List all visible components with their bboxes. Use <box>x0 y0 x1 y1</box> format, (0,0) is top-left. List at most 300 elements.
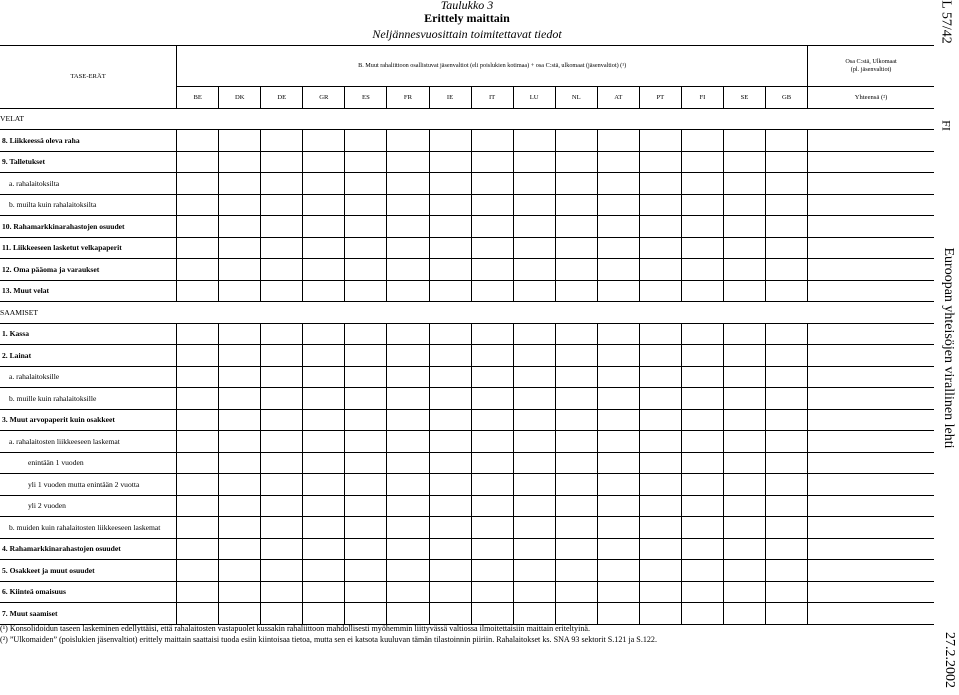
data-cell[interactable] <box>429 259 471 281</box>
data-cell[interactable] <box>177 237 219 259</box>
data-cell[interactable] <box>555 366 597 388</box>
data-cell[interactable] <box>681 474 723 496</box>
data-cell[interactable] <box>387 474 429 496</box>
data-cell[interactable] <box>471 560 513 582</box>
data-cell[interactable] <box>766 366 808 388</box>
data-cell[interactable] <box>723 431 765 453</box>
data-cell[interactable] <box>766 581 808 603</box>
data-cell[interactable] <box>766 388 808 410</box>
data-cell[interactable] <box>766 560 808 582</box>
data-cell[interactable] <box>639 345 681 367</box>
data-cell[interactable] <box>808 452 934 474</box>
data-cell[interactable] <box>387 151 429 173</box>
data-cell[interactable] <box>513 603 555 625</box>
data-cell[interactable] <box>345 388 387 410</box>
data-cell[interactable] <box>303 560 345 582</box>
data-cell[interactable] <box>808 151 934 173</box>
data-cell[interactable] <box>555 151 597 173</box>
data-cell[interactable] <box>808 517 934 539</box>
data-cell[interactable] <box>345 259 387 281</box>
data-cell[interactable] <box>639 409 681 431</box>
data-cell[interactable] <box>681 280 723 302</box>
data-cell[interactable] <box>303 603 345 625</box>
data-cell[interactable] <box>303 237 345 259</box>
data-cell[interactable] <box>303 495 345 517</box>
data-cell[interactable] <box>555 216 597 238</box>
data-cell[interactable] <box>681 495 723 517</box>
data-cell[interactable] <box>261 538 303 560</box>
data-cell[interactable] <box>219 538 261 560</box>
data-cell[interactable] <box>597 538 639 560</box>
data-cell[interactable] <box>177 173 219 195</box>
data-cell[interactable] <box>177 517 219 539</box>
data-cell[interactable] <box>639 366 681 388</box>
data-cell[interactable] <box>471 194 513 216</box>
data-cell[interactable] <box>513 517 555 539</box>
data-cell[interactable] <box>723 345 765 367</box>
data-cell[interactable] <box>639 216 681 238</box>
data-cell[interactable] <box>429 151 471 173</box>
data-cell[interactable] <box>513 495 555 517</box>
data-cell[interactable] <box>555 194 597 216</box>
data-cell[interactable] <box>723 560 765 582</box>
data-cell[interactable] <box>177 431 219 453</box>
data-cell[interactable] <box>597 495 639 517</box>
data-cell[interactable] <box>261 259 303 281</box>
data-cell[interactable] <box>808 345 934 367</box>
data-cell[interactable] <box>513 345 555 367</box>
data-cell[interactable] <box>261 216 303 238</box>
data-cell[interactable] <box>766 130 808 152</box>
data-cell[interactable] <box>766 151 808 173</box>
data-cell[interactable] <box>555 409 597 431</box>
data-cell[interactable] <box>639 538 681 560</box>
data-cell[interactable] <box>387 495 429 517</box>
data-cell[interactable] <box>555 603 597 625</box>
data-cell[interactable] <box>219 194 261 216</box>
data-cell[interactable] <box>429 216 471 238</box>
data-cell[interactable] <box>387 280 429 302</box>
data-cell[interactable] <box>471 603 513 625</box>
data-cell[interactable] <box>429 130 471 152</box>
data-cell[interactable] <box>429 366 471 388</box>
data-cell[interactable] <box>808 237 934 259</box>
data-cell[interactable] <box>513 452 555 474</box>
data-cell[interactable] <box>681 388 723 410</box>
data-cell[interactable] <box>219 517 261 539</box>
data-cell[interactable] <box>681 517 723 539</box>
data-cell[interactable] <box>345 495 387 517</box>
data-cell[interactable] <box>808 259 934 281</box>
data-cell[interactable] <box>639 603 681 625</box>
data-cell[interactable] <box>429 173 471 195</box>
data-cell[interactable] <box>345 431 387 453</box>
data-cell[interactable] <box>261 495 303 517</box>
data-cell[interactable] <box>808 280 934 302</box>
data-cell[interactable] <box>723 366 765 388</box>
data-cell[interactable] <box>597 388 639 410</box>
data-cell[interactable] <box>555 130 597 152</box>
data-cell[interactable] <box>555 560 597 582</box>
data-cell[interactable] <box>429 474 471 496</box>
data-cell[interactable] <box>808 366 934 388</box>
data-cell[interactable] <box>597 431 639 453</box>
data-cell[interactable] <box>303 474 345 496</box>
data-cell[interactable] <box>723 517 765 539</box>
data-cell[interactable] <box>513 581 555 603</box>
data-cell[interactable] <box>808 603 934 625</box>
data-cell[interactable] <box>639 237 681 259</box>
data-cell[interactable] <box>808 130 934 152</box>
data-cell[interactable] <box>723 173 765 195</box>
data-cell[interactable] <box>555 581 597 603</box>
data-cell[interactable] <box>345 409 387 431</box>
data-cell[interactable] <box>681 173 723 195</box>
data-cell[interactable] <box>345 581 387 603</box>
data-cell[interactable] <box>471 280 513 302</box>
data-cell[interactable] <box>303 366 345 388</box>
data-cell[interactable] <box>681 366 723 388</box>
data-cell[interactable] <box>177 130 219 152</box>
data-cell[interactable] <box>219 474 261 496</box>
data-cell[interactable] <box>723 151 765 173</box>
data-cell[interactable] <box>219 259 261 281</box>
data-cell[interactable] <box>261 474 303 496</box>
data-cell[interactable] <box>429 431 471 453</box>
data-cell[interactable] <box>555 431 597 453</box>
data-cell[interactable] <box>681 431 723 453</box>
data-cell[interactable] <box>261 581 303 603</box>
data-cell[interactable] <box>177 194 219 216</box>
data-cell[interactable] <box>387 216 429 238</box>
data-cell[interactable] <box>303 345 345 367</box>
data-cell[interactable] <box>597 194 639 216</box>
data-cell[interactable] <box>219 431 261 453</box>
data-cell[interactable] <box>766 216 808 238</box>
data-cell[interactable] <box>513 474 555 496</box>
data-cell[interactable] <box>513 259 555 281</box>
data-cell[interactable] <box>555 259 597 281</box>
data-cell[interactable] <box>723 409 765 431</box>
data-cell[interactable] <box>303 151 345 173</box>
data-cell[interactable] <box>639 280 681 302</box>
data-cell[interactable] <box>808 173 934 195</box>
data-cell[interactable] <box>639 581 681 603</box>
data-cell[interactable] <box>261 194 303 216</box>
data-cell[interactable] <box>766 538 808 560</box>
data-cell[interactable] <box>177 345 219 367</box>
data-cell[interactable] <box>303 431 345 453</box>
data-cell[interactable] <box>766 323 808 345</box>
data-cell[interactable] <box>387 603 429 625</box>
data-cell[interactable] <box>219 280 261 302</box>
data-cell[interactable] <box>513 173 555 195</box>
data-cell[interactable] <box>345 216 387 238</box>
data-cell[interactable] <box>723 603 765 625</box>
data-cell[interactable] <box>766 431 808 453</box>
data-cell[interactable] <box>387 538 429 560</box>
data-cell[interactable] <box>303 517 345 539</box>
data-cell[interactable] <box>429 409 471 431</box>
data-cell[interactable] <box>808 409 934 431</box>
data-cell[interactable] <box>639 431 681 453</box>
data-cell[interactable] <box>387 452 429 474</box>
data-cell[interactable] <box>345 517 387 539</box>
data-cell[interactable] <box>429 388 471 410</box>
data-cell[interactable] <box>177 581 219 603</box>
data-cell[interactable] <box>555 517 597 539</box>
data-cell[interactable] <box>766 173 808 195</box>
data-cell[interactable] <box>723 495 765 517</box>
data-cell[interactable] <box>597 259 639 281</box>
data-cell[interactable] <box>471 388 513 410</box>
data-cell[interactable] <box>345 151 387 173</box>
data-cell[interactable] <box>639 388 681 410</box>
data-cell[interactable] <box>219 216 261 238</box>
data-cell[interactable] <box>387 560 429 582</box>
data-cell[interactable] <box>555 345 597 367</box>
data-cell[interactable] <box>345 280 387 302</box>
data-cell[interactable] <box>555 237 597 259</box>
data-cell[interactable] <box>177 495 219 517</box>
data-cell[interactable] <box>303 173 345 195</box>
data-cell[interactable] <box>429 517 471 539</box>
data-cell[interactable] <box>639 173 681 195</box>
data-cell[interactable] <box>723 388 765 410</box>
data-cell[interactable] <box>219 560 261 582</box>
data-cell[interactable] <box>808 216 934 238</box>
data-cell[interactable] <box>345 130 387 152</box>
data-cell[interactable] <box>639 323 681 345</box>
data-cell[interactable] <box>303 388 345 410</box>
data-cell[interactable] <box>261 431 303 453</box>
data-cell[interactable] <box>597 517 639 539</box>
data-cell[interactable] <box>639 474 681 496</box>
data-cell[interactable] <box>345 452 387 474</box>
data-cell[interactable] <box>303 194 345 216</box>
data-cell[interactable] <box>681 538 723 560</box>
data-cell[interactable] <box>177 323 219 345</box>
data-cell[interactable] <box>513 409 555 431</box>
data-cell[interactable] <box>808 323 934 345</box>
data-cell[interactable] <box>345 474 387 496</box>
data-cell[interactable] <box>219 452 261 474</box>
data-cell[interactable] <box>429 603 471 625</box>
data-cell[interactable] <box>681 345 723 367</box>
data-cell[interactable] <box>597 323 639 345</box>
data-cell[interactable] <box>681 452 723 474</box>
data-cell[interactable] <box>303 259 345 281</box>
data-cell[interactable] <box>639 151 681 173</box>
data-cell[interactable] <box>766 194 808 216</box>
data-cell[interactable] <box>597 173 639 195</box>
data-cell[interactable] <box>681 151 723 173</box>
data-cell[interactable] <box>219 581 261 603</box>
data-cell[interactable] <box>177 280 219 302</box>
data-cell[interactable] <box>597 366 639 388</box>
data-cell[interactable] <box>219 603 261 625</box>
data-cell[interactable] <box>723 323 765 345</box>
data-cell[interactable] <box>177 366 219 388</box>
data-cell[interactable] <box>345 366 387 388</box>
data-cell[interactable] <box>261 237 303 259</box>
data-cell[interactable] <box>429 237 471 259</box>
data-cell[interactable] <box>261 173 303 195</box>
data-cell[interactable] <box>555 474 597 496</box>
data-cell[interactable] <box>555 452 597 474</box>
data-cell[interactable] <box>681 409 723 431</box>
data-cell[interactable] <box>177 560 219 582</box>
data-cell[interactable] <box>471 517 513 539</box>
data-cell[interactable] <box>471 216 513 238</box>
data-cell[interactable] <box>219 409 261 431</box>
data-cell[interactable] <box>597 216 639 238</box>
data-cell[interactable] <box>219 237 261 259</box>
data-cell[interactable] <box>429 538 471 560</box>
data-cell[interactable] <box>766 495 808 517</box>
data-cell[interactable] <box>808 194 934 216</box>
data-cell[interactable] <box>387 581 429 603</box>
data-cell[interactable] <box>177 409 219 431</box>
data-cell[interactable] <box>471 345 513 367</box>
data-cell[interactable] <box>513 323 555 345</box>
data-cell[interactable] <box>471 259 513 281</box>
data-cell[interactable] <box>261 366 303 388</box>
data-cell[interactable] <box>219 173 261 195</box>
data-cell[interactable] <box>555 538 597 560</box>
data-cell[interactable] <box>429 194 471 216</box>
data-cell[interactable] <box>471 409 513 431</box>
data-cell[interactable] <box>429 280 471 302</box>
data-cell[interactable] <box>345 194 387 216</box>
data-cell[interactable] <box>429 581 471 603</box>
data-cell[interactable] <box>345 560 387 582</box>
data-cell[interactable] <box>261 151 303 173</box>
data-cell[interactable] <box>177 216 219 238</box>
data-cell[interactable] <box>597 130 639 152</box>
data-cell[interactable] <box>261 323 303 345</box>
data-cell[interactable] <box>766 409 808 431</box>
data-cell[interactable] <box>681 323 723 345</box>
data-cell[interactable] <box>261 603 303 625</box>
data-cell[interactable] <box>303 581 345 603</box>
data-cell[interactable] <box>808 388 934 410</box>
data-cell[interactable] <box>597 581 639 603</box>
data-cell[interactable] <box>471 452 513 474</box>
data-cell[interactable] <box>723 237 765 259</box>
data-cell[interactable] <box>387 130 429 152</box>
data-cell[interactable] <box>177 474 219 496</box>
data-cell[interactable] <box>555 388 597 410</box>
data-cell[interactable] <box>303 130 345 152</box>
data-cell[interactable] <box>261 560 303 582</box>
data-cell[interactable] <box>681 581 723 603</box>
data-cell[interactable] <box>471 130 513 152</box>
data-cell[interactable] <box>387 517 429 539</box>
data-cell[interactable] <box>766 345 808 367</box>
data-cell[interactable] <box>766 237 808 259</box>
data-cell[interactable] <box>766 259 808 281</box>
data-cell[interactable] <box>597 237 639 259</box>
data-cell[interactable] <box>471 173 513 195</box>
data-cell[interactable] <box>303 216 345 238</box>
data-cell[interactable] <box>429 323 471 345</box>
data-cell[interactable] <box>555 495 597 517</box>
data-cell[interactable] <box>219 323 261 345</box>
data-cell[interactable] <box>261 452 303 474</box>
data-cell[interactable] <box>471 366 513 388</box>
data-cell[interactable] <box>177 538 219 560</box>
data-cell[interactable] <box>387 259 429 281</box>
data-cell[interactable] <box>681 259 723 281</box>
data-cell[interactable] <box>513 280 555 302</box>
data-cell[interactable] <box>681 560 723 582</box>
data-cell[interactable] <box>219 388 261 410</box>
data-cell[interactable] <box>555 323 597 345</box>
data-cell[interactable] <box>303 280 345 302</box>
data-cell[interactable] <box>303 409 345 431</box>
data-cell[interactable] <box>345 323 387 345</box>
data-cell[interactable] <box>681 130 723 152</box>
data-cell[interactable] <box>555 173 597 195</box>
data-cell[interactable] <box>219 345 261 367</box>
data-cell[interactable] <box>429 452 471 474</box>
data-cell[interactable] <box>261 517 303 539</box>
data-cell[interactable] <box>513 130 555 152</box>
data-cell[interactable] <box>808 495 934 517</box>
data-cell[interactable] <box>471 581 513 603</box>
data-cell[interactable] <box>808 560 934 582</box>
data-cell[interactable] <box>387 237 429 259</box>
data-cell[interactable] <box>723 452 765 474</box>
data-cell[interactable] <box>429 345 471 367</box>
data-cell[interactable] <box>261 388 303 410</box>
data-cell[interactable] <box>639 517 681 539</box>
data-cell[interactable] <box>681 216 723 238</box>
data-cell[interactable] <box>723 474 765 496</box>
data-cell[interactable] <box>471 538 513 560</box>
data-cell[interactable] <box>303 538 345 560</box>
data-cell[interactable] <box>513 538 555 560</box>
data-cell[interactable] <box>597 280 639 302</box>
data-cell[interactable] <box>387 173 429 195</box>
data-cell[interactable] <box>177 151 219 173</box>
data-cell[interactable] <box>766 603 808 625</box>
data-cell[interactable] <box>345 538 387 560</box>
data-cell[interactable] <box>513 431 555 453</box>
data-cell[interactable] <box>471 151 513 173</box>
data-cell[interactable] <box>597 151 639 173</box>
data-cell[interactable] <box>723 259 765 281</box>
data-cell[interactable] <box>723 130 765 152</box>
data-cell[interactable] <box>345 345 387 367</box>
data-cell[interactable] <box>597 345 639 367</box>
data-cell[interactable] <box>387 194 429 216</box>
data-cell[interactable] <box>766 517 808 539</box>
data-cell[interactable] <box>597 452 639 474</box>
data-cell[interactable] <box>429 560 471 582</box>
data-cell[interactable] <box>597 474 639 496</box>
data-cell[interactable] <box>219 366 261 388</box>
data-cell[interactable] <box>387 431 429 453</box>
data-cell[interactable] <box>387 409 429 431</box>
data-cell[interactable] <box>219 130 261 152</box>
data-cell[interactable] <box>513 194 555 216</box>
data-cell[interactable] <box>639 130 681 152</box>
data-cell[interactable] <box>513 366 555 388</box>
data-cell[interactable] <box>471 474 513 496</box>
data-cell[interactable] <box>597 409 639 431</box>
